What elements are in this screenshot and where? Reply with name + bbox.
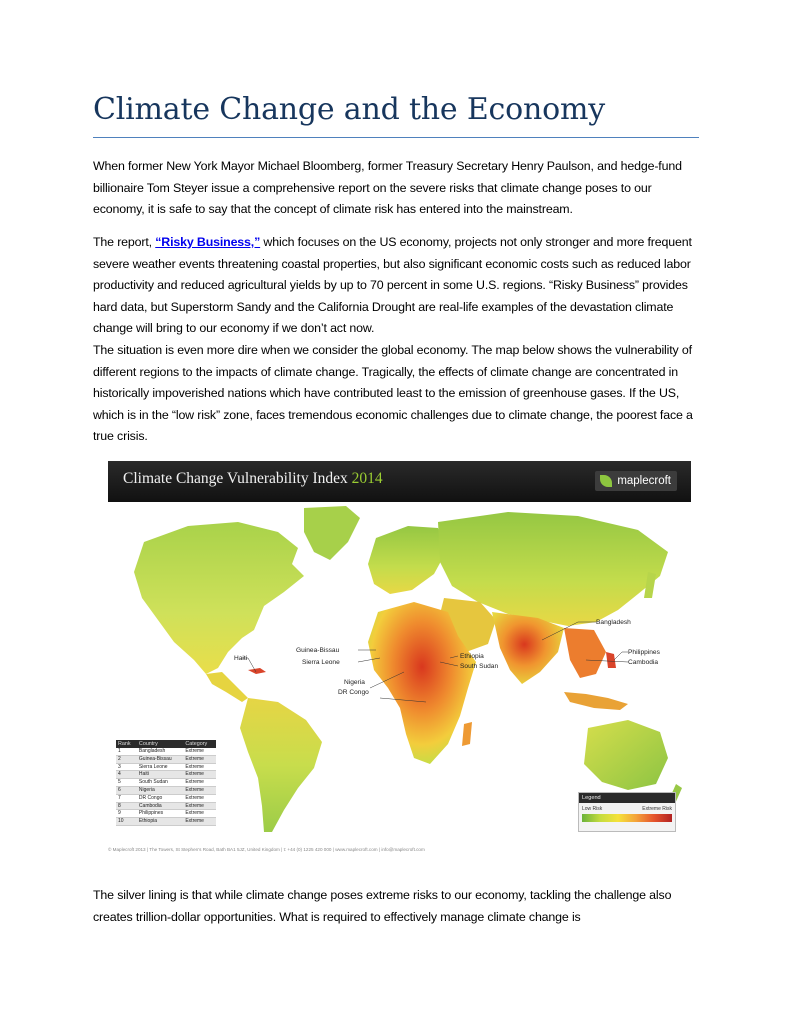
south-america-region [240,698,322,832]
cell-category: Extreme [183,794,216,802]
table-header-row [116,740,216,748]
table-row [116,779,216,787]
cell-country: Guinea-Bissau [137,755,183,763]
cell-category: Extreme [183,818,216,826]
legend-high-label: Extreme Risk [642,806,672,812]
map-year: 2014 [351,470,383,487]
table-row [116,748,216,755]
europe-region [368,526,446,594]
southeast-asia-region [564,628,606,678]
page-title: Climate Change and the Economy [93,92,605,127]
map-title [123,470,383,488]
table-row [116,755,216,763]
col-country: Country [137,740,183,748]
cell-category: Extreme [183,810,216,818]
table-row [116,763,216,771]
cell-category: Extreme [183,755,216,763]
table-row [116,794,216,802]
title-divider [93,137,699,138]
cell-rank: 9 [116,810,137,818]
cell-country: DR Congo [137,794,183,802]
label-ethiopia: Ethiopia [460,653,484,660]
cell-rank: 1 [116,748,137,755]
paragraph-silver-lining: The silver lining is that while climate change poses extreme risks to our economy, tackling the challenge also creates trillion-dollar opportunities. What is required to effectively manage climate change is [93,888,672,924]
map-header [108,461,691,502]
paragraph-text: The report, [93,235,156,249]
table-row [116,810,216,818]
cell-country: Nigeria [137,786,183,794]
legend-color-scale [582,814,672,822]
label-guinea-bissau: Guinea-Bissau [296,647,340,654]
map-footer: © Maplecroft 2013 | The Towers, St Stephen’s Road, Bath BA1 5JZ, United Kingdom | t: +44 (0) 1225 420 000 | www.maplecroft.com | info@maplecroft.com [108,847,425,852]
australia-region [584,720,668,790]
cell-country: Bangladesh [137,748,183,755]
paragraph-intro: When former New York Mayor Michael Bloomberg, former Treasury Secretary Henry Paulson, and hedge-fund billionaire Tom Steyer issue a comprehensive report on the severe risks that climate change poses to our economy, it is safe to say that the concept of climate risk has entered into the mainstream. [93,159,682,216]
paragraph-global-economy: The situation is even more dire when we consider the global economy. The map below shows the vulnerability of different regions to the impacts of climate change. Tragically, the effects of climate change are concentrated in historically impoverished nations which have contributed least to the emission of greenhouse gases. If the US, which is in the “low risk” zone, faces tremendous economic challenges due to climate change, the poorest face a true crisis. [93,343,693,443]
cell-country: Sierra Leone [137,763,183,771]
cell-country: Ethiopia [137,818,183,826]
label-sierra-leone: Sierra Leone [302,659,340,666]
col-category: Category [183,740,216,748]
cell-rank: 4 [116,771,137,779]
col-rank: Rank [116,740,137,748]
cell-country: Haiti [137,771,183,779]
label-cambodia: Cambodia [628,659,659,666]
cell-rank: 8 [116,802,137,810]
label-dr-congo: DR Congo [338,689,369,696]
paragraph-risky-business [93,232,705,340]
vulnerability-map-figure [108,461,691,861]
central-america-region [206,672,248,702]
cell-country: Cambodia [137,802,183,810]
map-title-text: Climate Change Vulnerability Index [123,470,348,487]
label-south-sudan: South Sudan [460,663,499,670]
cell-rank: 7 [116,794,137,802]
cell-category: Extreme [183,771,216,779]
table-row [116,771,216,779]
label-nigeria: Nigeria [344,679,365,686]
table-row [116,818,216,826]
cell-rank: 10 [116,818,137,826]
paragraph-text: which focuses on the US economy, projects not only stronger and more frequent severe weather events threatening coastal properties, but also significant economic costs such as reduced labor productivity and reduced agricultural yields by up to 70 percent in some U.S. regions. “Risky Business” provides hard data, but Superstorm Sandy and the California Drought are real-life examples of the devastation climate change will bring to our economy if we don’t act now. [93,235,692,335]
label-philippines: Philippines [628,649,660,656]
caribbean-region [248,668,266,674]
table-row [116,802,216,810]
cell-country: Philippines [137,810,183,818]
risky-business-link[interactable]: “Risky Business,” [155,235,261,249]
greenland-region [304,506,360,560]
madagascar-region [462,722,472,746]
legend-title: Legend [579,793,675,803]
map-legend [578,792,676,832]
cell-rank: 5 [116,779,137,787]
cell-category: Extreme [183,763,216,771]
cell-country: South Sudan [137,779,183,787]
cell-category: Extreme [183,802,216,810]
top-ten-table [116,740,216,826]
cell-rank: 2 [116,755,137,763]
cell-rank: 6 [116,786,137,794]
cell-category: Extreme [183,748,216,755]
legend-low-label: Low Risk [582,806,603,812]
label-bangladesh: Bangladesh [596,619,631,626]
north-america-region [134,522,304,674]
philippines-callout [614,652,628,660]
cell-rank: 3 [116,763,137,771]
cell-category: Extreme [183,779,216,787]
indonesia-region [564,692,628,710]
table-row [116,786,216,794]
brand-name: maplecroft [617,475,671,487]
label-haiti: Haiti [234,655,248,662]
cell-category: Extreme [183,786,216,794]
maplecroft-logo [595,471,677,491]
leaf-icon [600,475,612,487]
philippines-region [606,652,616,668]
